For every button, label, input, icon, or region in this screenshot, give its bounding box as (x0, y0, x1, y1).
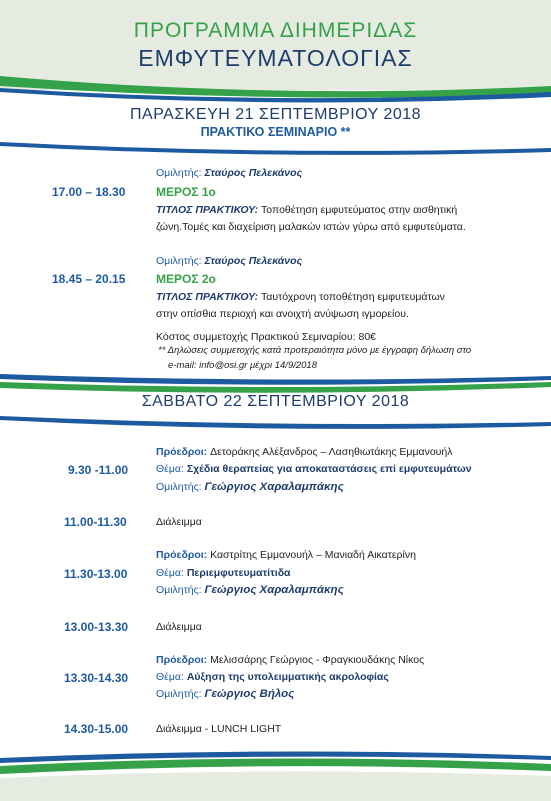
friday-divider (0, 138, 551, 160)
item3-topic-line (156, 671, 389, 683)
title-label: ΤΙΤΛΟΣ ΠΡΑΚΤΙΚΟΥ: (156, 291, 262, 303)
session1-title-line (156, 204, 457, 216)
item1-speaker-line (156, 481, 344, 493)
break3-label: Διάλειμμα - LUNCH LIGHT (156, 723, 282, 735)
speaker-label: Ομιλητής: (156, 481, 205, 493)
item3-chairs-line (156, 654, 424, 666)
speaker-label: Ομιλητής: (156, 167, 205, 179)
cost-line: Κόστος συμμετοχής Πρακτικού Σεμιναρίου: 80€ (156, 331, 376, 343)
chairs-label: Πρόεδροι: (156, 446, 211, 458)
break2-label: Διάλειμμα (156, 621, 202, 633)
footer-swoosh (0, 744, 551, 801)
saturday-heading: ΣΑΒΒΑΤΟ 22 ΣΕΠΤΕΜΒΡΙΟΥ 2018 (141, 393, 410, 410)
speaker-label: Ομιλητής: (156, 688, 205, 700)
chairs-names: Καστρίτης Εμμανουήλ – Μανιαδή Αικατερίνη (210, 549, 416, 561)
title-line-2: ΕΜΦΥΤΕΥΜΑΤΟΛΟΓΙΑΣ (138, 45, 413, 71)
break1-time: 11.00-11.30 (64, 515, 127, 529)
note-line-1: ** Δηλώσεις συμμετοχής κατά προτεραιότητα μόνο με έγγραφη δήλωση στο (158, 345, 472, 356)
item2-speaker-line (156, 584, 344, 596)
title-text: Τοποθέτηση εμφυτεύματος στην αισθητική (261, 204, 458, 216)
session2-title-line2: στην οπίσθια περιοχή και ανοιχτή ανύψωση ιγμορείου. (156, 308, 409, 320)
break2-time: 13.00-13.30 (64, 620, 129, 634)
session2-part: ΜΕΡΟΣ 2ο (156, 272, 216, 286)
item2-topic-line (156, 567, 291, 579)
friday-heading: ΠΑΡΑΣΚΕΥΗ 21 ΣΕΠΤΕΜΒΡΙΟΥ 2018 (129, 106, 422, 123)
topic-text: Σχέδια θεραπείας για αποκαταστάσεις επί εμφυτευμάτων (186, 463, 472, 475)
title-label: ΤΙΤΛΟΣ ΠΡΑΚΤΙΚΟΥ: (156, 204, 262, 216)
session2-title-line (156, 291, 445, 303)
session2-time: 18.45 – 20.15 (52, 272, 126, 286)
title-line-1: ΠΡΟΓΡΑΜΜΑ ΔΙΗΜΕΡΙΔΑΣ (133, 19, 418, 42)
break1-label: Διάλειμμα (156, 516, 202, 528)
header-swoosh-divider (0, 70, 551, 110)
session1-time: 17.00 – 18.30 (52, 185, 126, 199)
chairs-names: Μελισσάρης Γεώργιος - Φραγκιουδάκης Νίκος (210, 654, 425, 666)
speaker-name: Σταύρος Πελεκάνος (204, 255, 303, 267)
topic-label: Θέμα: (156, 671, 187, 683)
chairs-label: Πρόεδροι: (156, 549, 211, 561)
title-text: Ταυτόχρονη τοποθέτηση εμφυτευμάτων (261, 291, 445, 303)
item1-chairs-line (156, 446, 453, 458)
topic-label: Θέμα: (156, 463, 187, 475)
item3-time: 13.30-14.30 (64, 671, 129, 685)
item2-time: 11.30-13.00 (64, 567, 128, 581)
speaker-label: Ομιλητής: (156, 584, 205, 596)
item1-topic-line (156, 463, 472, 475)
speaker-name: Σταύρος Πελεκάνος (204, 167, 303, 179)
saturday-divider (0, 412, 551, 434)
speaker-name: Γεώργιος Χαραλαμπάκης (204, 584, 344, 596)
chairs-label: Πρόεδροι: (156, 654, 211, 666)
break3-time: 14.30-15.00 (64, 722, 129, 736)
session1-title-line2: ζώνη.Τομές και διαχείριση μαλακών ιστών γύρω από εμφυτεύματα. (156, 221, 466, 233)
note-line-2: e-mail: info@osi.gr μέχρι 14/9/2018 (168, 360, 317, 371)
topic-label: Θέμα: (156, 567, 187, 579)
topic-text: Αύξηση της υπολειμματικής ακρολοφίας (186, 671, 389, 683)
speaker-label: Ομιλητής: (156, 255, 205, 267)
item3-speaker-line (156, 688, 294, 700)
session1-part: ΜΕΡΟΣ 1ο (156, 185, 216, 199)
item2-chairs-line (156, 549, 416, 561)
session2-speaker-line (156, 255, 302, 267)
item1-time: 9.30 -11.00 (68, 463, 129, 477)
topic-text: Περιεμφυτευματίτιδα (186, 567, 291, 579)
friday-subheading: ΠΡΑΚΤΙΚΟ ΣΕΜΙΝΑΡΙΟ ** (200, 125, 351, 139)
speaker-name: Γεώργιος Χαραλαμπάκης (204, 481, 344, 493)
speaker-name: Γεώργιος Βήλος (204, 688, 295, 700)
session1-speaker-line (156, 167, 302, 179)
chairs-names: Δετοράκης Αλέξανδρος – Λασηθιωτάκης Εμμανουήλ (210, 446, 453, 458)
